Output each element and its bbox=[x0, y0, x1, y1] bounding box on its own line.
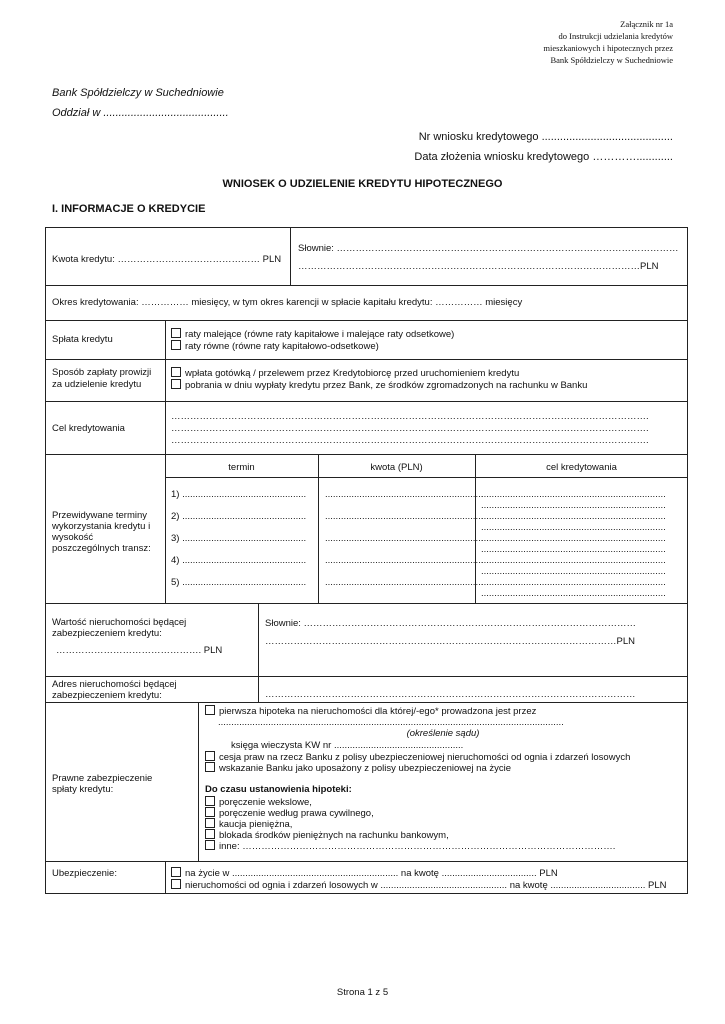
checkbox[interactable] bbox=[205, 796, 215, 806]
checkbox[interactable] bbox=[205, 840, 215, 850]
interim-option-deposit[interactable]: kaucja pieniężna, bbox=[205, 818, 292, 830]
repayment-option-decreasing[interactable]: raty malejące (równe raty kapitałowe i malejące raty odsetkowe) bbox=[171, 328, 454, 340]
tranche-amount-4[interactable]: ............................................................ bbox=[325, 555, 484, 566]
credit-period-field[interactable]: Okres kredytowania: …………… miesięcy, w tym okres karencji w spłacie kapitału kredytu: …………… miesięcy bbox=[52, 297, 523, 308]
tranche-purpose-line[interactable]: ...................................................................... bbox=[481, 489, 666, 500]
tranche-purpose-line[interactable]: ...................................................................... bbox=[481, 522, 666, 533]
property-value-label-line: zabezpieczeniem kredytu: bbox=[52, 628, 162, 639]
page-number: Strona 1 z 5 bbox=[336, 987, 389, 998]
tranche-purpose-line[interactable]: ...................................................................... bbox=[481, 544, 666, 555]
checkbox[interactable] bbox=[171, 879, 181, 889]
checkbox[interactable] bbox=[171, 340, 181, 350]
property-value-words-line[interactable]: …………………………………………………………………………………………………PLN bbox=[265, 636, 635, 647]
tranche-purpose-line[interactable]: ...................................................................... bbox=[481, 588, 666, 599]
commission-label: Sposób zapłaty prowizji bbox=[52, 367, 152, 378]
security-option-mortgage[interactable]: pierwsza hipoteka na nieruchomości dla której/-ego* prowadzona jest przez bbox=[205, 705, 536, 717]
tranche-term-3[interactable]: 3) ............................................... bbox=[171, 533, 307, 544]
section-heading: I. INFORMACJE O KREDYCIE bbox=[52, 203, 206, 215]
interim-option-civil-guarantee[interactable]: poręczenie według prawa cywilnego, bbox=[205, 807, 374, 819]
checkbox[interactable] bbox=[171, 379, 181, 389]
property-address-label: Adres nieruchomości będącej bbox=[52, 679, 177, 690]
property-address-field[interactable]: ……………………………………………………………………………………………………… bbox=[265, 689, 636, 700]
tranche-term-1[interactable]: 1) ............................................... bbox=[171, 489, 307, 500]
repayment-option-equal[interactable]: raty równe (równe raty kapitałowo-odsetkowe) bbox=[171, 340, 379, 352]
tranche-purpose-line[interactable]: ...................................................................... bbox=[481, 566, 666, 577]
credit-amount-words[interactable]: Słownie: ……………………………………………………………………………………………… bbox=[298, 243, 679, 254]
checkbox[interactable] bbox=[171, 867, 181, 877]
credit-amount-words-line[interactable]: ………………………………………………………………………………………………PLN bbox=[298, 261, 659, 272]
tranche-term-4[interactable]: 4) ............................................... bbox=[171, 555, 307, 566]
checkbox[interactable] bbox=[171, 367, 181, 377]
attachment-note bbox=[543, 18, 673, 66]
purpose-label: Cel kredytowania bbox=[52, 423, 125, 434]
commission-option-upfront[interactable]: wpłata gotówką / przelewem przez Kredytobiorcę przed uruchomieniem kredytu bbox=[171, 367, 519, 379]
application-number[interactable]: Nr wniosku kredytowego ........................................... bbox=[418, 131, 673, 143]
tranche-amount-1[interactable]: ............................................................ bbox=[325, 489, 484, 500]
insurance-label: Ubezpieczenie: bbox=[52, 868, 117, 879]
tranche-header-purpose: cel kredytowania bbox=[546, 462, 617, 473]
court-field[interactable]: ................................................................................................................................... bbox=[218, 717, 564, 728]
property-value-amount[interactable]: ………………………………………. PLN bbox=[56, 645, 223, 656]
security-option-beneficiary[interactable]: wskazanie Banku jako uposażony z polisy ubezpieczeniowej na życie bbox=[205, 762, 511, 774]
checkbox[interactable] bbox=[205, 807, 215, 817]
checkbox[interactable] bbox=[205, 818, 215, 828]
tranche-purpose-line[interactable]: ...................................................................... bbox=[481, 533, 666, 544]
security-label-line: spłaty kredytu: bbox=[52, 784, 114, 795]
bank-branch[interactable]: Oddział w ......................................... bbox=[52, 107, 229, 119]
land-register-field[interactable]: księga wieczysta KW nr ................................................. bbox=[231, 740, 464, 751]
tranche-purpose-line[interactable]: ...................................................................... bbox=[481, 555, 666, 566]
application-date[interactable]: Data złożenia wniosku kredytowego …………............ bbox=[414, 151, 673, 163]
checkbox[interactable] bbox=[205, 829, 215, 839]
purpose-line[interactable]: ……………………………………………………………………………………………………………………………………. bbox=[171, 423, 649, 434]
attachment-line: do Instrukcji udzielania kredytów bbox=[558, 31, 673, 41]
checkbox[interactable] bbox=[205, 751, 215, 761]
security-label: Prawne zabezpieczenie bbox=[52, 773, 153, 784]
tranche-header-amount: kwota (PLN) bbox=[370, 462, 423, 473]
credit-amount-field[interactable]: Kwota kredytu: ……………………………………… PLN bbox=[52, 254, 282, 265]
tranches-label: Przewidywane terminy wykorzystania kredytu i wysokość poszczególnych transz: bbox=[52, 510, 151, 554]
property-value-words[interactable]: Słownie: …………………………………………………………………………………………… bbox=[265, 618, 637, 629]
checkbox[interactable] bbox=[171, 328, 181, 338]
property-address-label-line: zabezpieczeniem kredytu: bbox=[52, 690, 162, 701]
commission-label-line: za udzielenie kredytu bbox=[52, 379, 142, 390]
tranche-term-5[interactable]: 5) ............................................... bbox=[171, 577, 307, 588]
insurance-option-life[interactable]: na życie w ............................................................... na kwotę .................................... PLN bbox=[171, 867, 558, 879]
commission-option-deducted[interactable]: pobrania w dniu wypłaty kredytu przez Bank, ze środków zgromadzonych na rachunku w Banku bbox=[171, 379, 587, 391]
document-title: WNIOSEK O UDZIELENIE KREDYTU HIPOTECZNEGO bbox=[222, 178, 503, 190]
tranche-header-term: termin bbox=[228, 462, 255, 473]
attachment-line: Bank Spółdzielczy w Suchedniowie bbox=[550, 55, 673, 65]
interim-option-promissory[interactable]: poręczenie wekslowe, bbox=[205, 796, 312, 808]
repayment-label: Spłata kredytu bbox=[52, 334, 113, 345]
interim-option-blockade[interactable]: blokada środków pieniężnych na rachunku bankowym, bbox=[205, 829, 449, 841]
tranche-purpose-line[interactable]: ...................................................................... bbox=[481, 500, 666, 511]
court-caption: (określenie sądu) bbox=[406, 728, 480, 739]
purpose-line[interactable]: ……………………………………………………………………………………………………………………………………. bbox=[171, 411, 649, 422]
security-option-cession[interactable]: cesja praw na rzecz Banku z polisy ubezpieczeniowej nieruchomości od ognia i zdarzeń losowych bbox=[205, 751, 630, 763]
property-value-label: Wartość nieruchomości będącej bbox=[52, 617, 187, 628]
interim-security-title: Do czasu ustanowienia hipoteki: bbox=[205, 784, 352, 795]
purpose-line[interactable]: ……………………………………………………………………………………………………………………………………. bbox=[171, 435, 649, 446]
tranche-term-2[interactable]: 2) ............................................... bbox=[171, 511, 307, 522]
tranche-purpose-line[interactable]: ...................................................................... bbox=[481, 577, 666, 588]
checkbox[interactable] bbox=[205, 762, 215, 772]
insurance-option-property[interactable]: nieruchomości od ognia i zdarzeń losowych w ................................................ na kwotę .................................... PLN bbox=[171, 879, 667, 891]
bank-name: Bank Spółdzielczy w Suchedniowie bbox=[52, 87, 224, 99]
tranche-amount-2[interactable]: ............................................................ bbox=[325, 511, 484, 522]
tranche-amount-3[interactable]: ............................................................ bbox=[325, 533, 484, 544]
attachment-line: mieszkaniowych i hipotecznych przez bbox=[543, 43, 673, 53]
interim-option-other[interactable]: inne: ………………………………………………………………………………………………………. bbox=[205, 840, 615, 852]
tranche-purpose-line[interactable]: ...................................................................... bbox=[481, 511, 666, 522]
checkbox[interactable] bbox=[205, 705, 215, 715]
attachment-line: Załącznik nr 1a bbox=[620, 19, 673, 29]
tranche-amount-5[interactable]: ............................................................ bbox=[325, 577, 484, 588]
